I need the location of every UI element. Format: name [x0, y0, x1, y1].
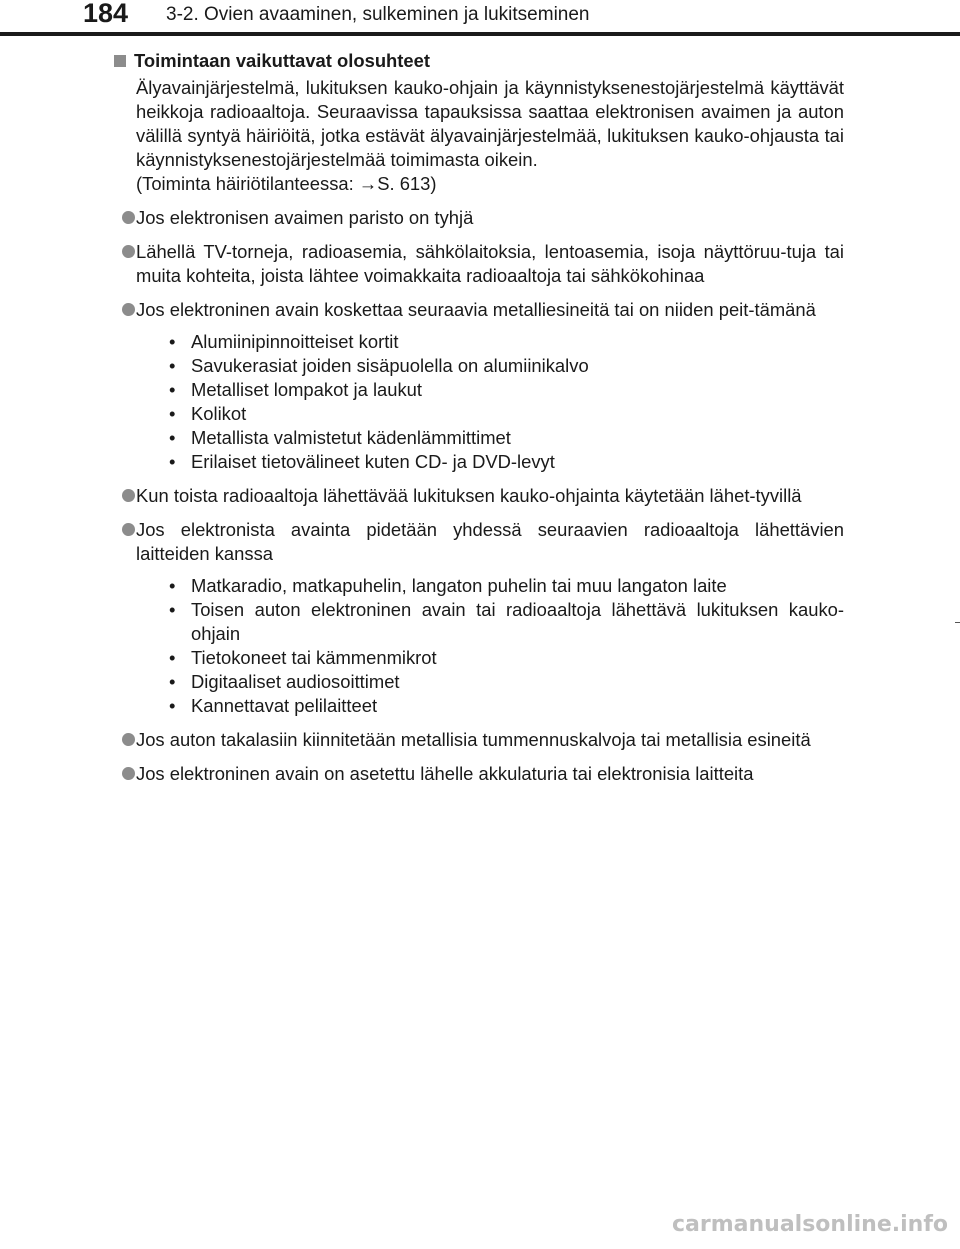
circle-bullet-icon	[122, 303, 135, 316]
list-item	[112, 762, 844, 786]
sub-list-item: • Toisen auton elektroninen avain tai radioaaltoja lähettävä lukituksen kauko-ohjain	[160, 598, 844, 646]
list-item-text: Jos elektroninen avain koskettaa seuraavia metalliesineitä tai on niiden peit-tämänä	[136, 299, 816, 320]
page-number: 184	[83, 0, 129, 28]
content	[112, 49, 844, 786]
watermark: carmanualsonline.info	[672, 1212, 948, 1237]
intro-text: Älyavainjärjestelmä, lukituksen kauko-ohjain ja käynnistyksenestojärjestelmä käyttävät heikkoja radioaaltoja. Seuraavissa tapauksissa saattaa elektronisen avaimen ja auton välillä syntyä häiriöitä, jotka estävät älyavainjärjestelmää, lukituksen kauko-ohjausta tai käynnistyksenestojärjestelmää toimimasta oikein.	[136, 77, 844, 170]
header-rule	[0, 32, 960, 36]
edge-tick-mark	[955, 622, 960, 623]
sub-list-item: • Kannettavat pelilaitteet	[160, 694, 844, 718]
sub-list-item: • Metallista valmistetut kädenlämmittimet	[160, 426, 844, 450]
section-title: Toimintaan vaikuttavat olosuhteet	[134, 50, 431, 71]
sub-list-item: • Alumiinipinnoitteiset kortit	[160, 330, 844, 354]
circle-bullet-icon	[122, 211, 135, 224]
sub-list	[160, 574, 844, 718]
sub-list-item: • Kolikot	[160, 402, 844, 426]
list-item-text: Jos elektronista avainta pidetään yhdessä seuraavien radioaaltoja lähettävien laitteiden kanssa	[136, 519, 844, 564]
list-item	[112, 484, 844, 508]
section-heading	[112, 49, 844, 73]
square-bullet-icon	[114, 55, 126, 67]
list-item-text: Jos elektronisen avaimen paristo on tyhjä	[136, 207, 474, 228]
sub-list-item: • Matkaradio, matkapuhelin, langaton puhelin tai muu langaton laite	[160, 574, 844, 598]
circle-bullet-icon	[122, 245, 135, 258]
sub-list-item: • Digitaaliset audiosoittimet	[160, 670, 844, 694]
sub-list-item: • Savukerasiat joiden sisäpuolella on alumiinikalvo	[160, 354, 844, 378]
circle-bullet-icon	[122, 733, 135, 746]
sub-list-item: • Tietokoneet tai kämmenmikrot	[160, 646, 844, 670]
circle-bullet-icon	[122, 489, 135, 502]
list-item	[112, 240, 844, 288]
list-item	[112, 518, 844, 718]
list-item-text: Lähellä TV-torneja, radioasemia, sähkölaitoksia, lentoasemia, isoja näyttöruu-tuja tai muita kohteita, joista lähtee voimakkaita radioaaltoja tai sähkökohinaa	[136, 241, 844, 286]
list-item-text: Jos elektroninen avain on asetettu lähelle akkulaturia tai elektronisia laitteita	[136, 763, 754, 784]
circle-bullet-icon	[122, 523, 135, 536]
list-item-text: Kun toista radioaaltoja lähettävää lukituksen kauko-ohjainta käytetään lähet-tyvillä	[136, 485, 802, 506]
sub-list-item: • Erilaiset tietovälineet kuten CD- ja DVD-levyt	[160, 450, 844, 474]
intro-paragraph	[136, 76, 844, 196]
list-item	[112, 298, 844, 474]
page-header	[0, 0, 960, 32]
intro-reference: (Toiminta häiriötilanteessa: →S. 613)	[136, 173, 437, 194]
sub-list-item: • Metalliset lompakot ja laukut	[160, 378, 844, 402]
circle-bullet-icon	[122, 767, 135, 780]
sub-list	[160, 330, 844, 474]
list-item-text: Jos auton takalasiin kiinnitetään metallisia tummennuskalvoja tai metallisia esineitä	[136, 729, 811, 750]
list-item	[112, 206, 844, 230]
list-item	[112, 728, 844, 752]
chapter-title: 3-2. Ovien avaaminen, sulkeminen ja lukitseminen	[166, 4, 590, 25]
